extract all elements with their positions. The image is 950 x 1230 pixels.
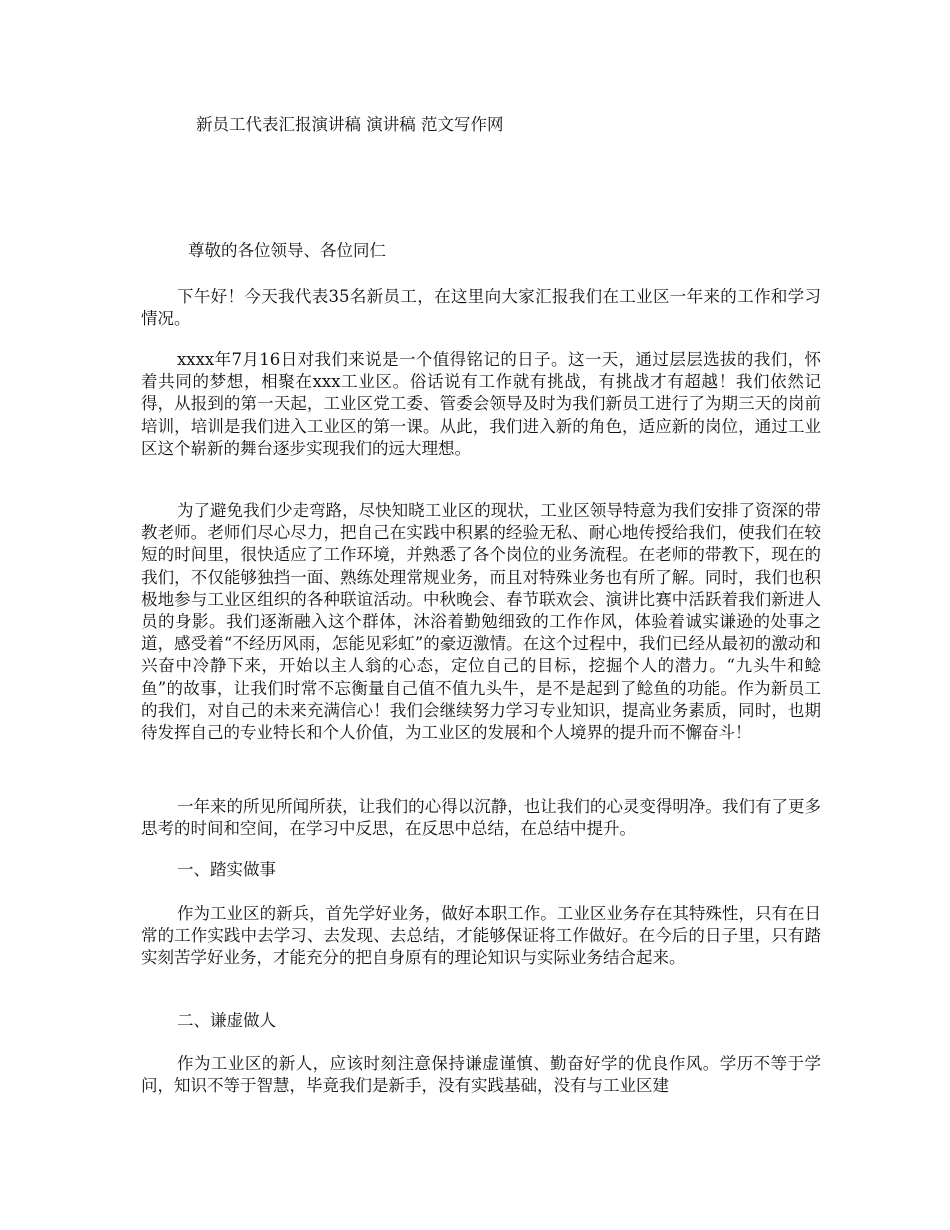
paragraph-intro: 下午好！今天我代表35名新员工，在这里向大家汇报我们在工业区一年来的工作和学习情况。 [141, 287, 821, 329]
paragraph-date: xxxx年7月16日对我们来说是一个值得铭记的日子。这一天，通过层层选拔的我们，怀着共同的梦想，相聚在xxx工业区。俗话说有工作就有挑战，有挑战才有超越！我们依然记得，从报到的第一天起，工业区党工委、管委会领导及时为我们新员工进行了为期三天的岗前培训，培训是我们进入工业区的第一课。从此，我们进入新的角色，适应新的岗位，通过工业区这个崭新的舞台逐步实现我们的远大理想。 [141, 350, 821, 458]
paragraph-training: 为了避免我们少走弯路，尽快知晓工业区的现状，工业区领导特意为我们安排了资深的带教老师。老师们尽心尽力，把自己在实践中积累的经验无私、耐心地传授给我们，使我们在较短的时间里，很快适应了工作环境，并熟悉了各个岗位的业务流程。在老师的带教下，现在的我们，不仅能够独挡一面、熟练处理常规业务，而且对特殊业务也有所了解。同时，我们也积极地参与工业区组织的各种联谊活动。中秋晚会、春节联欢会、演讲比赛中活跃着我们新进人员的身影。我们逐渐融入这个群体，沐浴着勤勉细致的工作作风，体验着诚实谦逊的处事之道，感受着“不经历风雨，怎能见彩虹”的豪迈激情。在这个过程中，我们已经从最初的激动和兴奋中冷静下来，开始以主人翁的心态，定位自己的目标，挖掘个人的潜力。“九头牛和鲶鱼”的故事，让我们时常不忘衡量自己值不值九头牛，是不是起到了鲶鱼的功能。作为新员工的我们，对自己的未来充满信心！我们会继续努力学习专业知识，提高业务素质，同时，也期待发挥自己的专业特长和个人价值，为工业区的发展和个人境界的提升而不懈奋斗！ [141, 501, 821, 743]
section-text-1: 作为工业区的新兵，首先学好业务，做好本职工作。工业区业务存在其特殊性，只有在日常的工作实践中去学习、去发现、去总结，才能够保证将工作做好。在今后的日子里，只有踏实刻苦学好业务，才能充分的把自身原有的理论知识与实际业务结合起来。 [141, 904, 821, 968]
section-text-2: 作为工业区的新人，应该时刻注意保持谦虚谨慎、勤奋好学的优良作风。学历不等于学问，知识不等于智慧，毕竟我们是新手，没有实践基础，没有与工业区建 [141, 1054, 821, 1096]
paragraph-reflection: 一年来的所见所闻所获，让我们的心得以沉静，也让我们的心灵变得明净。我们有了更多思考的时间和空间，在学习中反思，在反思中总结，在总结中提升。 [141, 797, 821, 839]
document-title: 新员工代表汇报演讲稿 演讲稿 范文写作网 [196, 115, 504, 134]
section-heading-1: 一、踏实做事 [177, 860, 276, 879]
section-heading-2: 二、谦虚做人 [177, 1011, 276, 1030]
salutation: 尊敬的各位领导、各位同仁 [188, 241, 386, 260]
